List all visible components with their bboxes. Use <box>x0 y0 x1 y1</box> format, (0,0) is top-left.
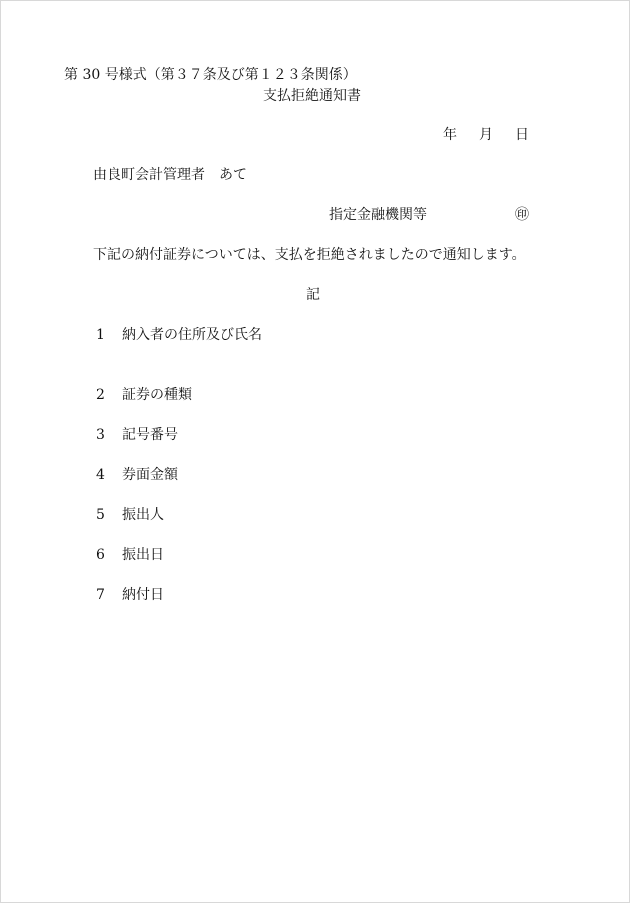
seal-mark: ㊞ <box>515 207 529 223</box>
item-label: 証券の種類 <box>122 387 192 403</box>
item-number: 7 <box>96 587 105 603</box>
item-number: 6 <box>96 547 105 563</box>
item-label: 納入者の住所及び氏名 <box>122 327 262 343</box>
date-year-label: 年 <box>443 127 457 143</box>
document-title: 支払拒絶通知書 <box>263 88 361 104</box>
item-label: 券面金額 <box>122 467 178 483</box>
item-label: 記号番号 <box>122 427 178 443</box>
date-line <box>443 128 529 142</box>
form-number: 第 30 号様式（第３７条及び第１２３条関係） <box>64 67 357 83</box>
date-month-label: 月 <box>479 127 493 143</box>
item-number: 2 <box>96 387 105 403</box>
item-number: 3 <box>96 427 105 443</box>
item-number: 4 <box>96 467 105 483</box>
item-label: 納付日 <box>122 587 164 603</box>
list-item <box>96 428 178 442</box>
item-number: 1 <box>96 327 105 343</box>
date-day-label: 日 <box>515 127 529 143</box>
list-item <box>96 508 164 522</box>
body-text: 下記の納付証券については、支払を拒絶されましたので通知します。 <box>93 247 526 263</box>
list-item <box>96 548 164 562</box>
sender-name: 指定金融機関等 <box>329 207 427 223</box>
list-item <box>96 388 192 402</box>
addressee: 由良町会計管理者 あて <box>93 167 247 183</box>
list-item <box>96 468 178 482</box>
list-item <box>96 588 164 602</box>
list-item <box>96 328 262 342</box>
item-label: 振出人 <box>122 507 164 523</box>
item-label: 振出日 <box>122 547 164 563</box>
ki-heading: 記 <box>306 287 320 303</box>
item-number: 5 <box>96 507 105 523</box>
